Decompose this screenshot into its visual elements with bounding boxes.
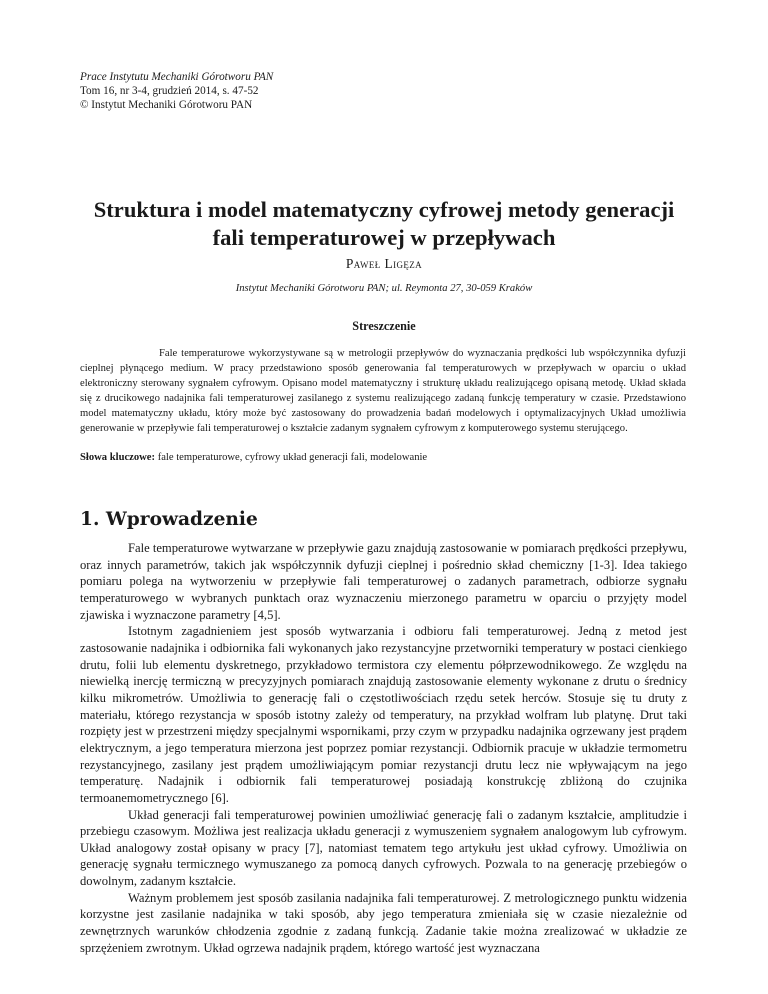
- body-paragraph: Istotnym zagadnieniem jest sposób wytwarzania i odbioru fali temperaturowej. Jedną z metod jest zastosowanie nadajnika i odbiornika fali wykonanych jako rezystancyjne przetworniki temperatury w postaci cienkiego drutu, folii lub elementu dyskretnego, przykładowo termistora czy elementu półprzewodnikowego. Ze względu na niewielką inercję termiczną w precyzyjnych pomiarach znajdują zastosowanie elementy wykonane z drutu o średnicy kilku mikrometrów. Umożliwia to generację fali o częstotliwościach rzędu setek herców. Stosuje się tu druty z materiału, którego rezystancja w sposób istotny zależy od temperatury, na przykład wolfram lub platynę. Drut taki rozpięty jest w przestrzeni między specjalnymi wspornikami, przy czym w przypadku nadajnika ogrzewany jest prądem elektrycznym, a jego temperatura mierzona jest poprzez pomiar rezystancji. Odbiornik pracuje w układzie termometru rezystancyjnego, zasilany jest prądem umożliwiającym pomiar rezystancji drutu lecz nie wpływającym na jego temperaturę. Nadajnik i odbiornik fali temperaturowej posiadają konstrukcję zbliżoną do czujnika termoanemometrycznego [6].: [80, 624, 687, 805]
- body-paragraph: Ważnym problemem jest sposób zasilania nadajnika fali temperaturowej. Z metrologicznego punktu widzenia korzystne jest zasilanie nadajnika w taki sposób, aby jego temperatura zmieniała się w czasie niezależnie od zewnętrznych warunków chłodzenia zgodnie z zadaną funkcją. Zadanie takie można zrealizować w układzie ze sprzężeniem zwrotnym. Układ ogrzewa nadajnik prądem, którego wartość jest wyznaczana: [80, 890, 687, 955]
- paper-title-line-1: Struktura i model matematyczny cyfrowej metody generacji: [93, 197, 675, 222]
- section-body: [80, 540, 687, 956]
- journal-copyright: © Instytut Mechaniki Górotworu PAN: [80, 99, 253, 111]
- journal-issue: Tom 16, nr 3-4, grudzień 2014, s. 47-52: [80, 85, 259, 97]
- journal-header: [80, 70, 273, 112]
- author-affiliation: Instytut Mechaniki Górotworu PAN; ul. Reymonta 27, 30-059 Kraków: [235, 283, 533, 294]
- body-paragraph: Układ generacji fali temperaturowej powinien umożliwiać generację fali o zadanym kształcie, amplitudzie i przebiegu czasowym. Możliwa jest realizacja układu generacji z wymuszeniem sygnałem analogowym lub cyfrowym. Układ analogowy został opisany w pracy [7], natomiast tematem tego artykułu jest układ cyfrowy. Umożliwia on generację sygnału termicznego wymuszanego za pomocą danych cyfrowych. Pozwala to na generację przebiegów o dowolnym, zadanym kształcie.: [80, 807, 687, 889]
- journal-name: Prace Instytutu Mechaniki Górotworu PAN: [80, 71, 274, 83]
- keywords: [80, 452, 686, 463]
- body-paragraph: Fale temperaturowe wytwarzane w przepływie gazu znajdują zastosowanie w pomiarach prędkości przepływu, oraz innych parametrów, takich jak współczynnik dyfuzji cieplnej i pośrednio skład chemiczny [1-3]. Idea takiego pomiaru polega na wytworzeniu w przepływie fali temperaturowej o zadanych parametrach, odbiorze sygnału temperaturowego w wybranych punktach oraz wyznaczeniu mierzonego parametru w oparciu o przyjęty model zjawiska i wyznaczone parametry [4,5].: [80, 541, 687, 622]
- section-heading: 1. Wprowadzenie: [80, 509, 258, 530]
- keywords-label: Słowa kluczowe:: [80, 452, 156, 463]
- abstract-heading: Streszczenie: [352, 319, 416, 333]
- paper-title: [60, 196, 708, 252]
- paper-title-line-2: fali temperaturowej w przepływach: [212, 225, 556, 250]
- keywords-text: fale temperaturowe, cyfrowy układ generacji fali, modelowanie: [157, 452, 428, 463]
- abstract-text: Fale temperaturowe wykorzystywane są w metrologii przepływów do wyznaczania prędkości lub współczynnika dyfuzji cieplnej płynącego medium. W pracy przedstawiono sposób generowania fal temperaturowych w przepływach w oparciu o układ elektroniczny sterowany sygnałem cyfrowym. Opisano model matematyczny i strukturę układu realizującego opisaną metodę. Układ składa się z drucikowego nadajnika fali temperaturowej zasilanego z systemu realizującego zadaną funkcję temperatury w czasie. Przedstawiono model matematyczny układu, który może być zastosowany do prowadzenia badań modelowych i optymalizacyjnych Układ umożliwia generowanie w przepływie fali temperaturowej o kształcie zadanym sygnałem cyfrowym z komputerowego systemu sterującego.: [80, 348, 686, 435]
- author-name: Paweł Ligęza: [345, 256, 423, 271]
